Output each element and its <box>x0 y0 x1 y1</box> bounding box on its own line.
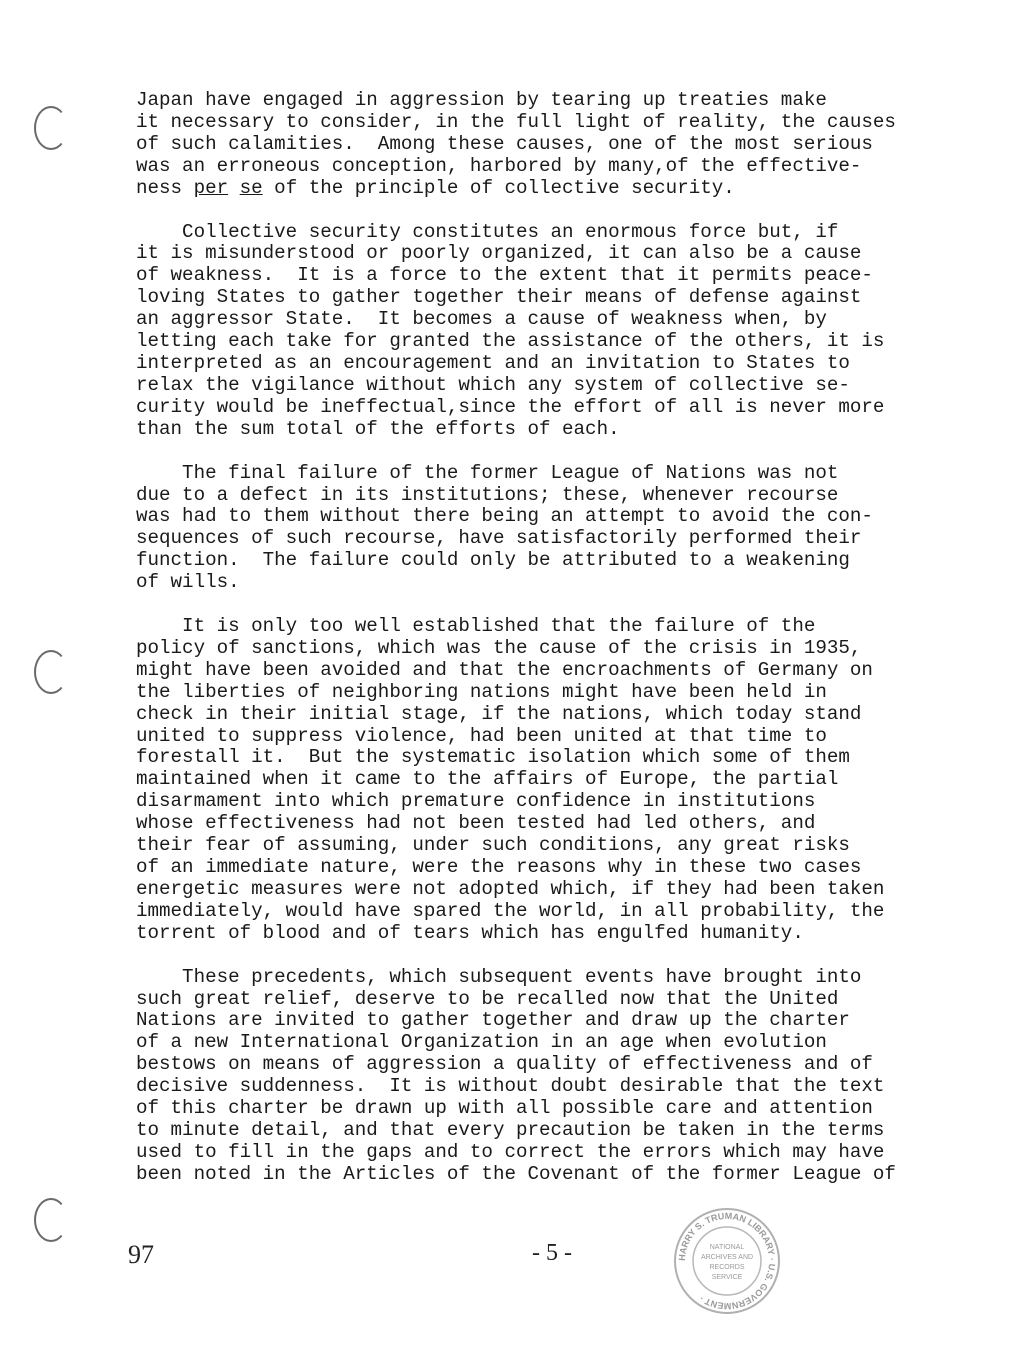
text-line: Japan have engaged in aggression by tearing up treaties make <box>136 89 827 111</box>
text-line: used to fill in the gaps and to correct the errors which may have <box>136 1140 885 1163</box>
archive-seal-stamp <box>672 1206 782 1316</box>
text-line: policy of sanctions, which was the cause of the crisis in 1935, <box>136 636 862 659</box>
paragraph-1 <box>136 90 996 200</box>
punch-hole-bottom <box>34 1198 68 1242</box>
text-line: These precedents, which subsequent events have brought into <box>136 965 862 988</box>
text-line: relax the vigilance without which any system of collective se- <box>136 373 850 396</box>
text-line: the liberties of neighboring nations might have been held in <box>136 680 827 703</box>
punch-hole-top <box>34 106 68 150</box>
page-number: - 5 - <box>532 1240 572 1266</box>
text-line: Collective security constitutes an enormous force but, if <box>136 220 839 243</box>
text-fragment: ness <box>136 176 194 199</box>
text-line: The final failure of the former League of Nations was not <box>136 461 839 484</box>
text-line: interpreted as an encouragement and an invitation to States to <box>136 351 850 374</box>
text-line: forestall it. But the systematic isolation which some of them <box>136 746 850 769</box>
text-line: loving States to gather together their means of defense against <box>136 286 862 309</box>
text-line: it is misunderstood or poorly organized, it can also be a cause <box>136 242 862 265</box>
text-line: bestows on means of aggression a quality of effectiveness and of <box>136 1053 873 1076</box>
text-line: to minute detail, and that every precaution be taken in the terms <box>136 1118 885 1141</box>
paragraph-4 <box>136 616 996 945</box>
text-line: function. The failure could only be attributed to a weakening <box>136 549 850 572</box>
text-line: of weakness. It is a force to the extent that it permits peace- <box>136 264 873 287</box>
text-line: It is only too well established that the failure of the <box>136 615 816 638</box>
text-line: sequences of such recourse, have satisfactorily performed their <box>136 527 862 550</box>
stamp-center-line: NATIONAL <box>709 1244 745 1251</box>
text-line: curity would be ineffectual,since the effort of all is never more <box>136 395 885 418</box>
text-line: energetic measures were not adopted which, if they had been taken <box>136 877 885 900</box>
text-line: immediately, would have spared the world, in all probability, the <box>136 899 885 922</box>
text-line: disarmament into which premature confidence in institutions <box>136 790 816 813</box>
text-line: an aggressor State. It becomes a cause of weakness when, by <box>136 308 827 331</box>
paragraph-2 <box>136 222 996 441</box>
text-line: Nations are invited to gather together and draw up the charter <box>136 1009 850 1032</box>
text-line: letting each take for granted the assistance of the others, it is <box>136 330 885 353</box>
underlined-per: per <box>193 176 229 199</box>
stamp-ring-text: HARRY S. TRUMAN LIBRARY · U.S. GOVERNMENT · <box>676 1210 778 1312</box>
text-line: was had to them without there being an attempt to avoid the con- <box>136 505 873 528</box>
text-line: might have been avoided and that the encroachments of Germany on <box>136 658 873 681</box>
stamp-center-line: ARCHIVES AND <box>700 1254 754 1261</box>
punch-hole-middle <box>34 650 68 694</box>
stamp-inner-ring <box>693 1227 761 1295</box>
text-line: check in their initial stage, if the nations, which today stand <box>136 702 862 725</box>
paragraph-3 <box>136 463 996 594</box>
text-line: of an immediate nature, were the reasons why in these two cases <box>136 856 862 878</box>
text-line: was an erroneous conception, harbored by many,of the effective- <box>136 154 862 177</box>
text-fragment <box>228 177 240 199</box>
text-line: maintained when it came to the affairs of Europe, the partial <box>136 768 839 791</box>
text-line: decisive suddenness. It is without doubt desirable that the text <box>136 1075 885 1098</box>
text-line: it necessary to consider, in the full light of reality, the causes <box>136 110 896 133</box>
paragraph-5 <box>136 967 996 1186</box>
text-line <box>136 178 996 200</box>
stamp-outer-ring <box>675 1209 779 1313</box>
text-line: been noted in the Articles of the Covenant of the former League of <box>136 1162 896 1185</box>
text-line: united to suppress violence, had been united at that time to <box>136 724 827 747</box>
text-line: of wills. <box>136 571 240 594</box>
text-line: of a new International Organization in an age when evolution <box>136 1031 827 1054</box>
text-line: torrent of blood and of tears which has engulfed humanity. <box>136 921 804 944</box>
text-line: of this charter be drawn up with all possible care and attention <box>136 1097 873 1120</box>
text-fragment: of the principle of collective security. <box>262 176 735 199</box>
text-line: than the sum total of the efforts of each. <box>136 417 620 440</box>
document-number: 97 <box>128 1240 154 1269</box>
text-line: their fear of assuming, under such conditions, any great risks <box>136 834 850 857</box>
text-line: due to a defect in its institutions; these, whenever recourse <box>136 483 839 506</box>
text-line: whose effectiveness had not been tested had led others, and <box>136 812 816 835</box>
underlined-se: se <box>239 176 263 199</box>
stamp-center-line: SERVICE <box>711 1274 743 1281</box>
body-text <box>136 90 996 1208</box>
text-line: such great relief, deserve to be recalled now that the United <box>136 987 839 1010</box>
stamp-center-line: RECORDS <box>709 1264 745 1271</box>
text-line: of such calamities. Among these causes, one of the most serious <box>136 132 873 155</box>
